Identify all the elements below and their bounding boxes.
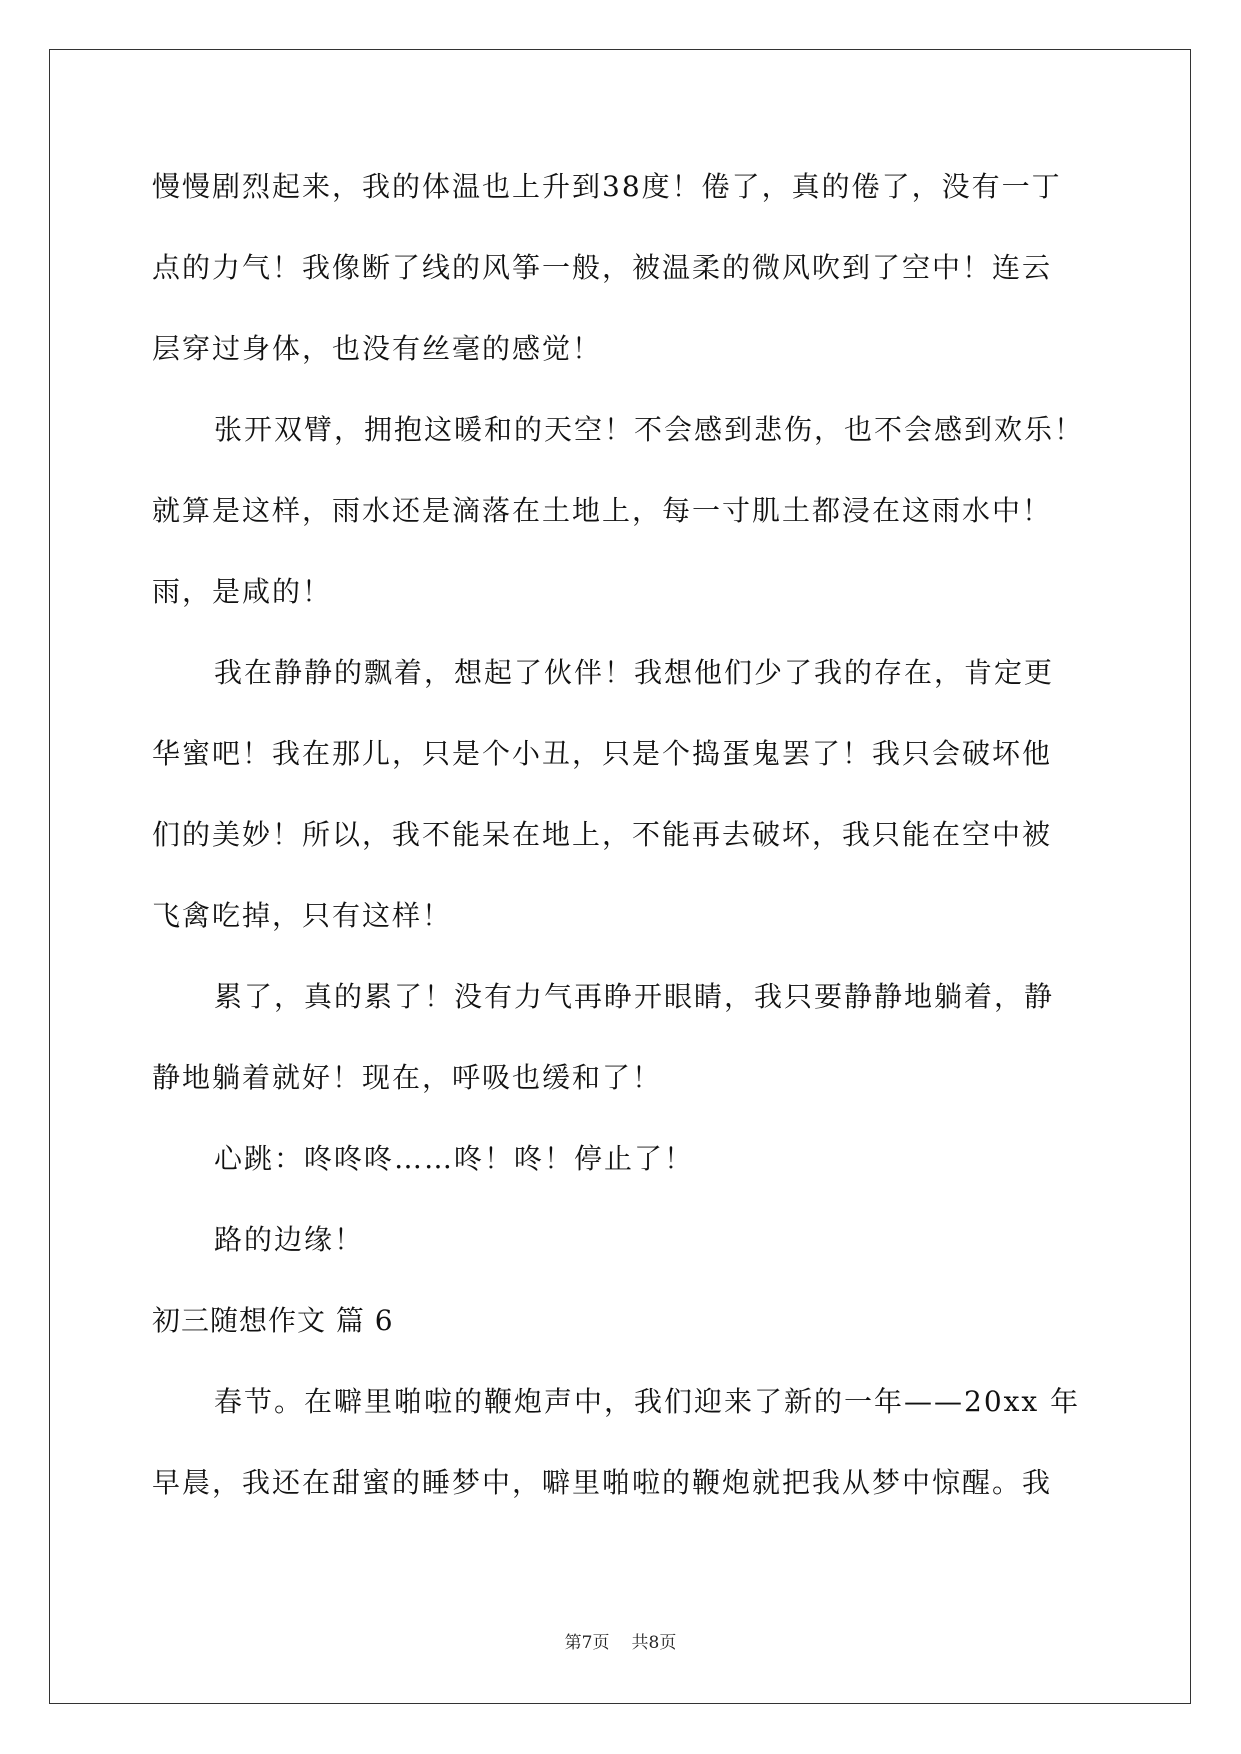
text-line: 早晨，我还在甜蜜的睡梦中，噼里啪啦的鞭炮就把我从梦中惊醒。我 <box>152 1466 1053 1499</box>
text-line: 们的美妙！所以，我不能呆在地上，不能再去破坏，我只能在空中被 <box>152 818 1053 851</box>
paragraph-start: 春节。在噼里啪啦的鞭炮声中，我们迎来了新的一年——20xx 年 <box>214 1385 1081 1418</box>
text-line: 飞禽吃掉，只有这样！ <box>152 899 453 932</box>
text-line: 雨，是咸的！ <box>152 575 333 608</box>
text-line: 静地躺着就好！现在，呼吸也缓和了！ <box>152 1061 663 1094</box>
section-heading: 初三随想作文 篇 6 <box>152 1304 394 1337</box>
paragraph-start: 张开双臂，拥抱这暖和的天空！不会感到悲伤，也不会感到欢乐！ <box>214 413 1085 446</box>
page-footer <box>0 1628 1241 1653</box>
text-line: 就算是这样，雨水还是滴落在土地上，每一寸肌土都浸在这雨水中！ <box>152 494 1053 527</box>
page-total: 共8页 <box>631 1633 677 1653</box>
paragraph-start: 路的边缘！ <box>214 1223 365 1256</box>
document-body <box>152 146 1092 1523</box>
page-number: 第7页 <box>564 1633 610 1653</box>
paragraph-start: 心跳：咚咚咚……咚！咚！停止了！ <box>214 1142 695 1175</box>
paragraph-start: 累了，真的累了！没有力气再睁开眼睛，我只要静静地躺着，静 <box>214 980 1055 1013</box>
text-line: 华蜜吧！我在那儿，只是个小丑，只是个捣蛋鬼罢了！我只会破坏他 <box>152 737 1053 770</box>
text-line: 层穿过身体，也没有丝毫的感觉！ <box>152 332 603 365</box>
text-line: 慢慢剧烈起来，我的体温也上升到38度！倦了，真的倦了，没有一丁 <box>152 170 1062 203</box>
text-line: 点的力气！我像断了线的风筝一般，被温柔的微风吹到了空中！连云 <box>152 251 1053 284</box>
paragraph-start: 我在静静的飘着，想起了伙伴！我想他们少了我的存在，肯定更 <box>214 656 1055 689</box>
